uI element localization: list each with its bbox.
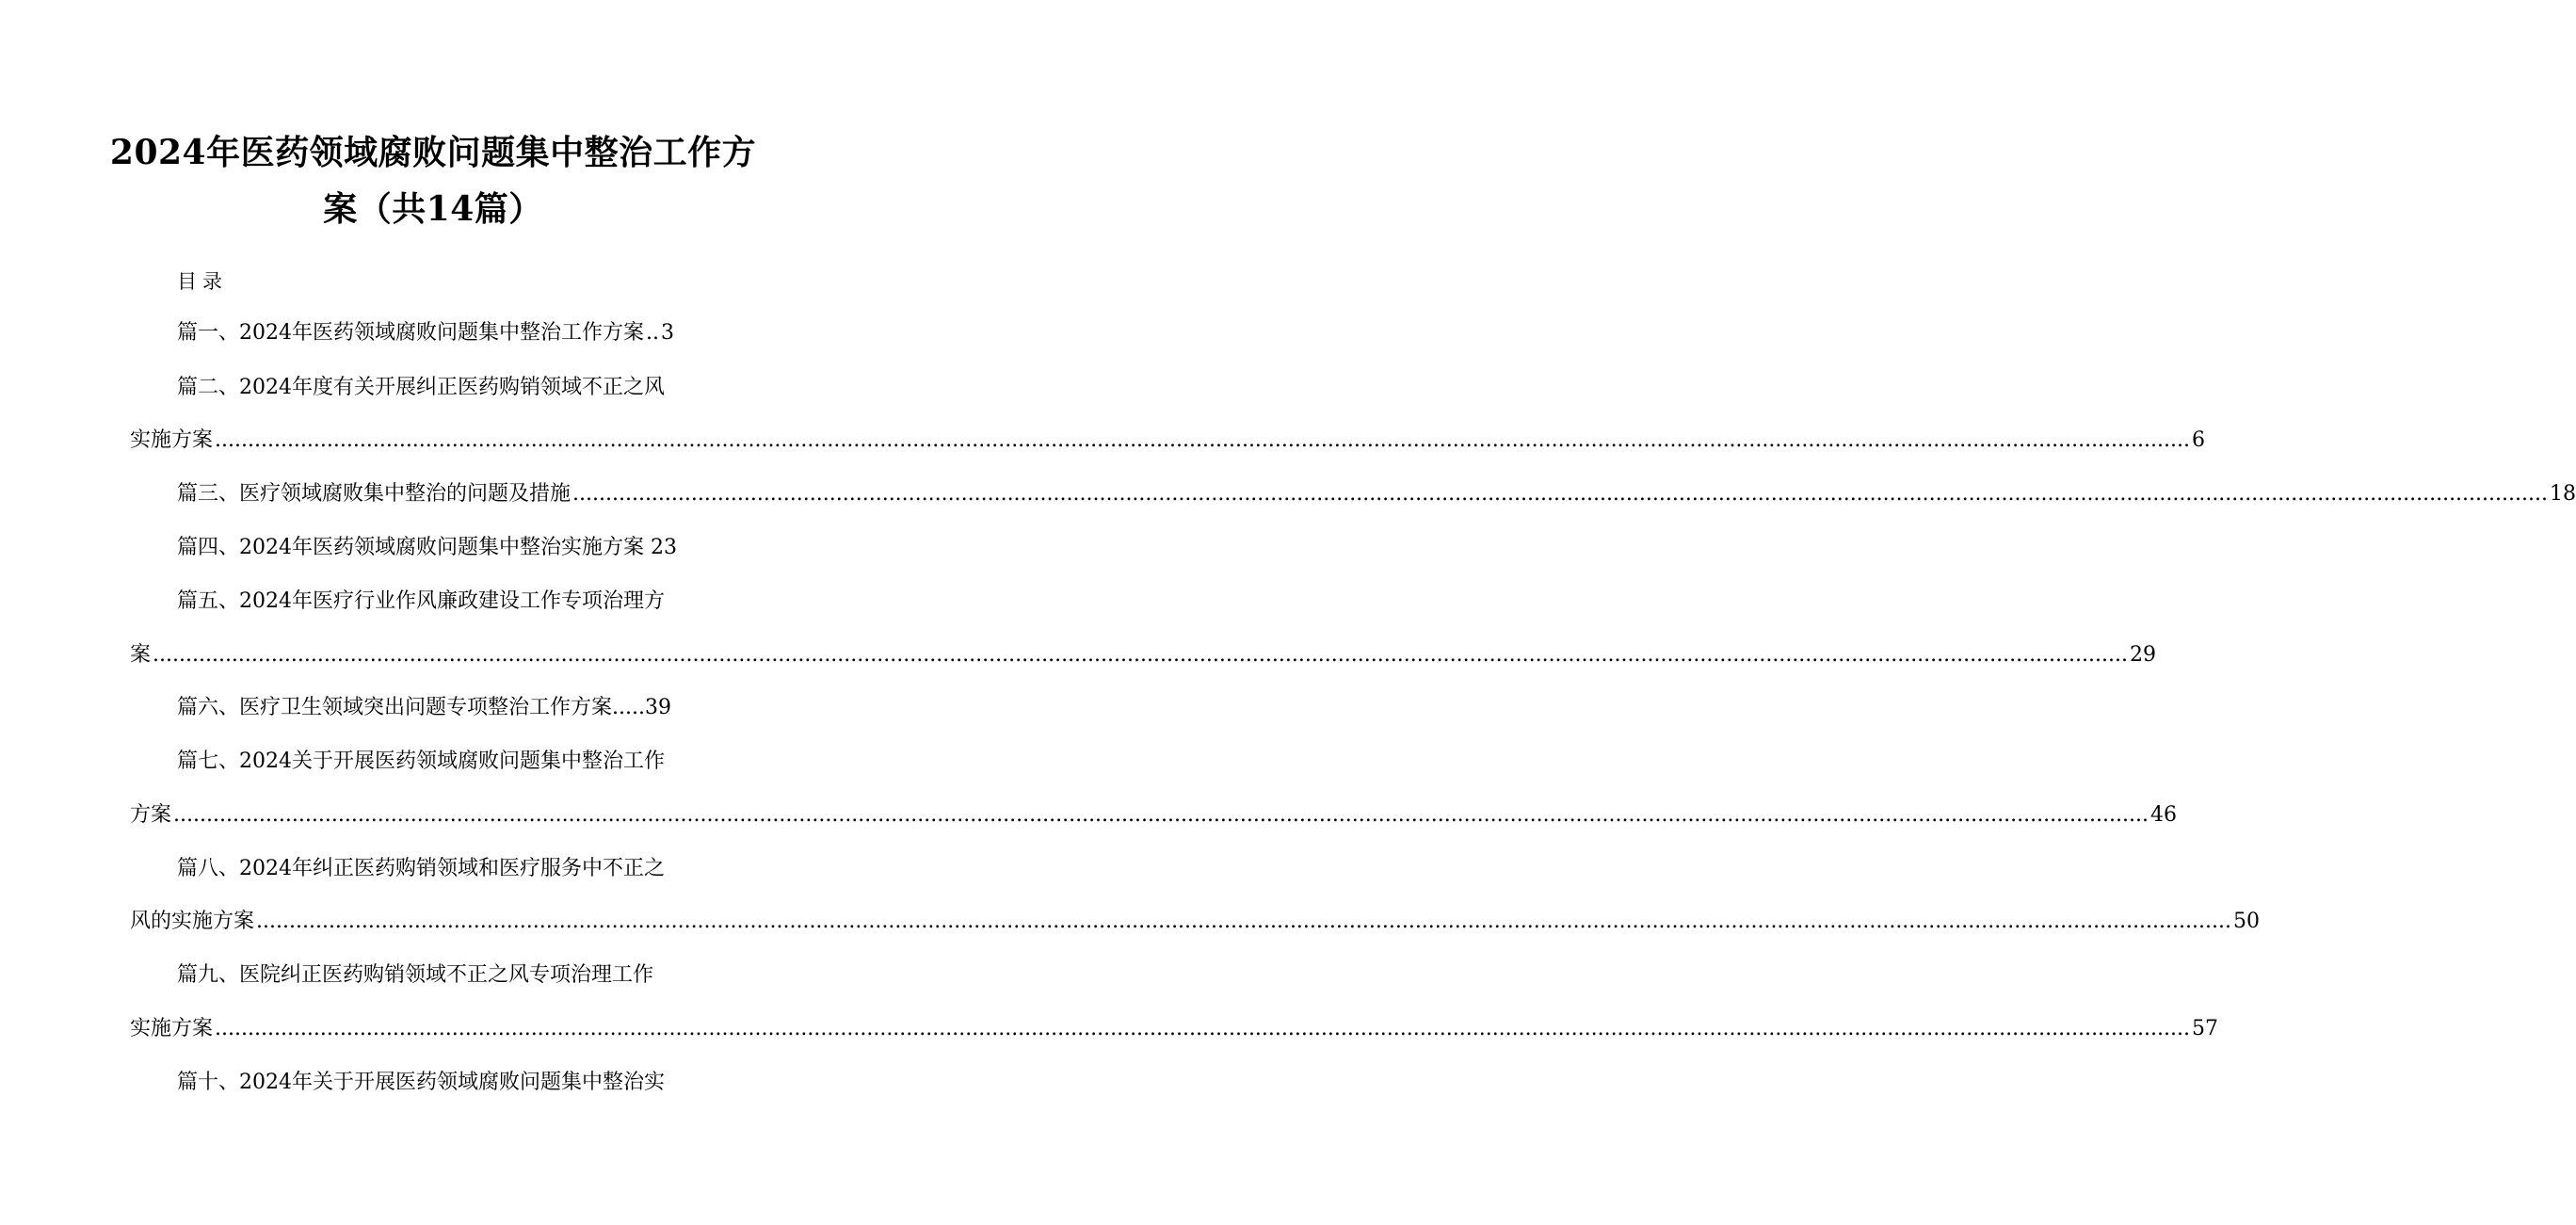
- toc-leader: ..: [646, 321, 659, 345]
- toc-page-number: 6: [2191, 428, 2205, 452]
- toc-heading: 目录: [177, 270, 228, 293]
- toc-entry-title: 篇一、2024年医药领域腐败问题集中整治工作方案: [177, 321, 644, 345]
- toc-entry-5-continuation[interactable]: [130, 640, 2156, 670]
- toc-entry-9-continuation[interactable]: [130, 1014, 2218, 1044]
- toc-page-number: 57: [2191, 1017, 2218, 1040]
- toc-entry-title-cont: 实施方案: [130, 428, 214, 452]
- toc-entry-title: 篇七、2024关于开展医药领域腐败问题集中整治工作: [177, 750, 665, 773]
- toc-page-number: 46: [2149, 803, 2177, 827]
- toc-entry-title-cont: 风的实施方案: [130, 910, 255, 933]
- toc-entry-title: 篇三、医疗领域腐败集中整治的问题及措施: [177, 482, 572, 506]
- toc-entry-4[interactable]: [177, 533, 677, 563]
- toc-entry-6[interactable]: [177, 693, 671, 723]
- toc-entry-2[interactable]: [177, 373, 665, 403]
- toc-entry-title: 篇五、2024年医疗行业作风廉政建设工作专项治理方: [177, 589, 665, 613]
- toc-entry-1[interactable]: [177, 318, 733, 348]
- toc-entry-title: 篇十、2024年关于开展医药领域腐败问题集中整治实: [177, 1071, 665, 1094]
- toc-leader: ............................................................................................................................................................................................................................................................................................................: [173, 803, 2149, 827]
- toc-leader: .....: [612, 696, 645, 719]
- toc-page-number: 39: [644, 696, 671, 719]
- document-title-line-2: 案（共14篇）: [323, 189, 543, 229]
- toc-entry-7-continuation[interactable]: [130, 800, 2177, 830]
- toc-page-number: 23: [651, 536, 677, 559]
- toc-entry-title: 篇二、2024年度有关开展纠正医药购销领域不正之风: [177, 376, 665, 399]
- toc-entry-3[interactable]: [177, 479, 2576, 509]
- toc-page-number: 3: [661, 321, 674, 345]
- toc-entry-8-continuation[interactable]: [130, 907, 2260, 937]
- toc-entry-title-cont: 案: [130, 643, 152, 667]
- toc-page-number: 29: [2129, 643, 2156, 667]
- toc-leader: ............................................................................................................................................................................................................................................................................................................: [256, 910, 2231, 933]
- toc-leader: ............................................................................................................................................................................................................................................................................................................: [572, 482, 2548, 506]
- toc-entry-10[interactable]: [177, 1068, 665, 1098]
- toc-entry-5[interactable]: [177, 587, 665, 617]
- toc-entry-8[interactable]: [177, 854, 665, 884]
- toc-entry-title-cont: 实施方案: [130, 1017, 214, 1040]
- toc-leader: ............................................................................................................................................................................................................................................................................................................: [153, 643, 2128, 667]
- document-title-line-1: 2024年医药领域腐败问题集中整治工作方: [109, 133, 757, 172]
- toc-entry-2-continuation[interactable]: [130, 426, 2205, 456]
- toc-entry-title: 篇八、2024年纠正医药购销领域和医疗服务中不正之: [177, 857, 665, 880]
- toc-entry-title: 篇四、2024年医药领域腐败问题集中整治实施方案: [177, 536, 644, 559]
- toc-entry-7[interactable]: [177, 747, 665, 777]
- toc-leader: ............................................................................................................................................................................................................................................................................................................: [215, 428, 2190, 452]
- toc-entry-title: 篇九、医院纠正医药购销领域不正之风专项治理工作: [177, 963, 654, 987]
- toc-entry-title-cont: 方案: [130, 803, 172, 827]
- toc-entry-title: 篇六、医疗卫生领域突出问题专项整治工作方案: [177, 696, 613, 719]
- toc-page-number: 50: [2232, 910, 2260, 933]
- toc-entry-9[interactable]: [177, 960, 653, 991]
- toc-page-number: 18: [2549, 482, 2576, 506]
- toc-leader: ............................................................................................................................................................................................................................................................................................................: [215, 1017, 2190, 1040]
